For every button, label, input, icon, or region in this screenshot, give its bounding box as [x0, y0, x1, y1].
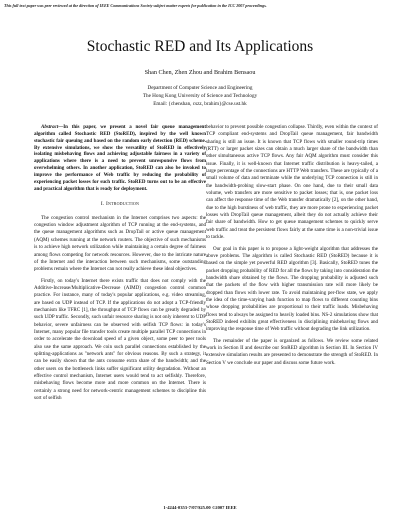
- abstract-text: —In this paper, we present a novel fair queue management algorithm called Stochastic RED (StoRED), inspired by the well known stochastic fair queuing and based on the random early detection (RED) scheme. By extensive simulations, we show the versatility of StoRED in effectively isolating misbehaving flows and achieving adjustable fairness in a variety of applications where there is a need to prevent unresponsive flows from overwhelming others. In another application, StoRED can also be invoked to improve the performance of Web traffic by reducing the probability of experiencing packet losses for such traffic. StoRED turns out to be an effective and practical algorithm that is ready for deployment.: [34, 125, 206, 192]
- intro-paragraph-continued: behavior to prevent possible congestion collapse. Thirdly, even within the context of TCP compliant end-systems and DropTail queue management, fair bandwidth sharing is still an issue. It is known that TCP flows with smaller round-trip times (RTT) or larger packet sizes can obtain a much larger share of the bandwidth than other simultaneous active TCP flows. Any fair AQM algorithm must consider this issue. Finally, it is well-known that Internet traffic distribution is heavy-tailed, a large percentage of the connections are HTTP Web transfers. These are typically of a small volume of data and terminate while the underlying TCP connection is still in the bandwidth-probing slow-start phase. On one hand, due to their small data volume, web transfers are more sensitive to packet losses; that is, one packet loss can affect the response time of the Web transfer dramatically [2], on the other hand, due to the high burstiness of web traffic, they are more prone to experiencing packet losses with DropTail queue management, albeit they do not actually achieve their fair share of bandwidth. How to get queue management schemes to quickly serve web traffic and treat the persistent flows fairly at the same time is a non-trivial issue to tackle.: [206, 124, 378, 241]
- affiliation-university: The Hong Kong University of Science and Technology: [142, 93, 258, 99]
- left-column: [34, 125, 206, 406]
- intro-paragraph: The congestion control mechanism in the Internet comprises two aspects: the congestion window adjustment algorithm of TCP running at the end-systems, and the queue management algorithms such as DropTail or active queue management (AQM) schemes running at the network routers. The objective of such mechanisms is to achieve high network utilization while maintaining a certain degree of fairness among flows competing for network resources. However, due to the intricate nature of the Internet and the interaction between such mechanisms, some outstanding problems remain where the Internet can not really achieve these ideal objectives.: [34, 214, 206, 273]
- intro-paragraph: The remainder of the paper is organized as follows. We review some related work in Section II and describe our StoRED algorithm in Section III. In Section IV extensive simulation results are presented to demonstrate the strength of StoRED. In Section V we conclude our paper and discuss some future work.: [206, 337, 378, 366]
- intro-paragraph: Firstly, on today's Internet there exists traffic that does not comply with the Additive-Increase/Multiplicative-Decrease (AIMD) congestion control common practice. For instance, many of today's popular applications, e.g. video streaming, are based on UDP instead of TCP. If the applications do not adopt a TCP-friendly mechanism like TFRC [1], the throughput of TCP flows can be greatly degraded by such UDP traffic. Secondly, such unfair resource sharing is not only inherent to UDP behavior, severe unfairness can be observed with selfish TCP flows: in today's Internet, many popular file transfer tools create multiple parallel TCP connections in order to accelerate the download speed of a given object, some peer to peer tools also use the same approach. We coin such parallel connections established by the splitting-applications as "network ants" for obvious reasons. By such a strategy, it can be easily shown that the ants consume extra share of the bandwidth; and the other users on the bottleneck links suffer significant utility degradation. Without an effective control mechanism, Internet users would tend to act selfishly. Therefore, misbehaving flows become more and more common on the Internet. There is certainly a strong need for network-centric management schemes to discipline this sort of selfish: [34, 277, 206, 402]
- abstract-label: Abstract: [41, 125, 59, 130]
- peer-review-note: This full text paper was peer reviewed at the direction of IEEE Communications Society subject matter experts for publication in the ICC 2007 proceedings.: [4, 3, 267, 8]
- paper-title: Stochastic RED and Its Applications: [86, 38, 314, 55]
- section-heading-introduction: I. Introduction: [100, 201, 140, 208]
- abstract: [34, 125, 206, 193]
- affiliation-email: Email: {chenshan, cszz, brahim}@cse.ust.hk: [153, 101, 247, 107]
- affiliation-department: Department of Computer Science and Engineering: [147, 85, 253, 91]
- intro-paragraph: Our goal in this paper is to propose a light-weight algorithm that addresses the above problems. The algorithm is called Stochastic RED (StoRED) because it is based on the simple yet powerful RED algorithm [3]. Basically, StoRED tunes the packet dropping probability of RED for all the flows by taking into consideration the bandwidth share obtained by the flows. The dropping probability is adjusted such that the packets of the flow with higher transmission rate will more likely be dropped than flows with lower rate. To avoid maintaining per-flow state, we apply the idea of the time-varying hash function to map flows to different counting bins whose dropping probabilities are proportional to their traffic loads. Misbehaving flows tend to always be assigned to heavily loaded bins. NS-2 simulations show that StoRED indeed exhibits great effectiveness in disciplining misbehaving flows and improving the response time of Web traffic without degrading the link utilization.: [206, 245, 378, 333]
- author-list: Shan Chen, Zhen Zhou and Brahim Bensaou: [144, 69, 256, 76]
- right-column: [206, 124, 378, 371]
- copyright-footer: 1-4244-0353-7/07/$25.00 ©2007 IEEE: [163, 505, 237, 510]
